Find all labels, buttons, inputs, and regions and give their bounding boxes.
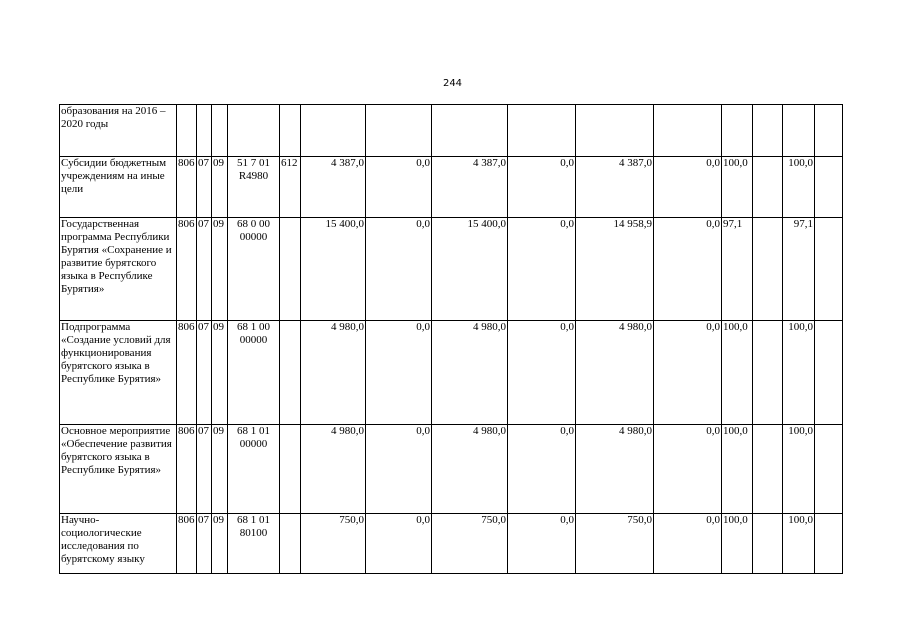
value-cell-3: 4 980,0 (432, 425, 508, 514)
value-cell-5: 4 980,0 (576, 425, 654, 514)
ved-code-cell: 806 (177, 321, 197, 425)
table-row (60, 321, 843, 425)
ved-code-cell: 806 (177, 157, 197, 218)
percent-cell-2: 100,0 (783, 514, 815, 574)
value-cell-1 (301, 105, 366, 157)
expense-type-cell (280, 425, 301, 514)
expense-type-cell (280, 105, 301, 157)
value-cell-4: 0,0 (508, 321, 576, 425)
empty-cell (753, 514, 783, 574)
value-cell-5: 750,0 (576, 514, 654, 574)
expense-type-cell (280, 514, 301, 574)
value-cell-1: 4 387,0 (301, 157, 366, 218)
target-article-cell: 68 1 00 00000 (228, 321, 280, 425)
value-cell-4: 0,0 (508, 218, 576, 321)
empty-cell (753, 321, 783, 425)
section-code-cell (197, 105, 212, 157)
ved-code-cell (177, 105, 197, 157)
percent-cell-2: 97,1 (783, 218, 815, 321)
empty-cell (753, 218, 783, 321)
row-name-cell: Субсидии бюджетным учреждениям на иные цели (60, 157, 177, 218)
value-cell-3 (432, 105, 508, 157)
expense-type-cell: 612 (280, 157, 301, 218)
subsection-code-cell: 09 (212, 425, 228, 514)
value-cell-1: 750,0 (301, 514, 366, 574)
row-name-cell: Основное мероприятие «Обеспечение развития бурятского языка в Республике Бурятия» (60, 425, 177, 514)
expense-type-cell (280, 321, 301, 425)
page-number: 244 (442, 78, 463, 89)
value-cell-6 (654, 105, 722, 157)
value-cell-3: 4 387,0 (432, 157, 508, 218)
percent-cell-2 (783, 105, 815, 157)
section-code-cell: 07 (197, 218, 212, 321)
row-name-cell: Научно-социологические исследования по бурятскому языку (60, 514, 177, 574)
value-cell-5: 14 958,9 (576, 218, 654, 321)
empty-cell (815, 321, 843, 425)
value-cell-3: 15 400,0 (432, 218, 508, 321)
ved-code-cell: 806 (177, 425, 197, 514)
row-name-cell: Государственная программа Республики Бурятия «Сохранение и развитие бурятского языка в Республике Бурятия» (60, 218, 177, 321)
value-cell-1: 4 980,0 (301, 425, 366, 514)
value-cell-6: 0,0 (654, 425, 722, 514)
ved-code-cell: 806 (177, 514, 197, 574)
value-cell-6: 0,0 (654, 514, 722, 574)
row-name-cell: образования на 2016 – 2020 годы (60, 105, 177, 157)
row-name-cell: Подпрограмма «Создание условий для функционирования бурятского языка в Республике Бурятия» (60, 321, 177, 425)
percent-cell-2: 100,0 (783, 157, 815, 218)
value-cell-1: 15 400,0 (301, 218, 366, 321)
empty-cell (753, 425, 783, 514)
value-cell-5: 4 387,0 (576, 157, 654, 218)
value-cell-4: 0,0 (508, 157, 576, 218)
target-article-cell: 68 0 00 00000 (228, 218, 280, 321)
table-row (60, 105, 843, 157)
value-cell-4: 0,0 (508, 514, 576, 574)
section-code-cell: 07 (197, 514, 212, 574)
value-cell-2: 0,0 (366, 157, 432, 218)
budget-table (59, 104, 843, 574)
subsection-code-cell: 09 (212, 218, 228, 321)
value-cell-2: 0,0 (366, 218, 432, 321)
ved-code-cell: 806 (177, 218, 197, 321)
value-cell-2: 0,0 (366, 514, 432, 574)
empty-cell (815, 157, 843, 218)
empty-cell (815, 514, 843, 574)
target-article-cell: 51 7 01 R4980 (228, 157, 280, 218)
empty-cell (815, 218, 843, 321)
percent-cell-1: 100,0 (722, 425, 753, 514)
value-cell-2: 0,0 (366, 321, 432, 425)
empty-cell (753, 157, 783, 218)
value-cell-2: 0,0 (366, 425, 432, 514)
percent-cell-1 (722, 105, 753, 157)
target-article-cell (228, 105, 280, 157)
empty-cell (815, 105, 843, 157)
section-code-cell: 07 (197, 425, 212, 514)
section-code-cell: 07 (197, 157, 212, 218)
percent-cell-2: 100,0 (783, 425, 815, 514)
table-row (60, 425, 843, 514)
percent-cell-1: 97,1 (722, 218, 753, 321)
subsection-code-cell: 09 (212, 514, 228, 574)
section-code-cell: 07 (197, 321, 212, 425)
value-cell-5: 4 980,0 (576, 321, 654, 425)
value-cell-6: 0,0 (654, 321, 722, 425)
empty-cell (753, 105, 783, 157)
value-cell-1: 4 980,0 (301, 321, 366, 425)
value-cell-2 (366, 105, 432, 157)
percent-cell-2: 100,0 (783, 321, 815, 425)
value-cell-4: 0,0 (508, 425, 576, 514)
value-cell-3: 750,0 (432, 514, 508, 574)
subsection-code-cell (212, 105, 228, 157)
percent-cell-1: 100,0 (722, 514, 753, 574)
value-cell-6: 0,0 (654, 157, 722, 218)
value-cell-5 (576, 105, 654, 157)
value-cell-6: 0,0 (654, 218, 722, 321)
table-row (60, 218, 843, 321)
budget-table-body (60, 105, 843, 574)
empty-cell (815, 425, 843, 514)
value-cell-4 (508, 105, 576, 157)
table-row (60, 514, 843, 574)
expense-type-cell (280, 218, 301, 321)
table-row (60, 157, 843, 218)
subsection-code-cell: 09 (212, 157, 228, 218)
percent-cell-1: 100,0 (722, 321, 753, 425)
value-cell-3: 4 980,0 (432, 321, 508, 425)
subsection-code-cell: 09 (212, 321, 228, 425)
percent-cell-1: 100,0 (722, 157, 753, 218)
target-article-cell: 68 1 01 80100 (228, 514, 280, 574)
target-article-cell: 68 1 01 00000 (228, 425, 280, 514)
